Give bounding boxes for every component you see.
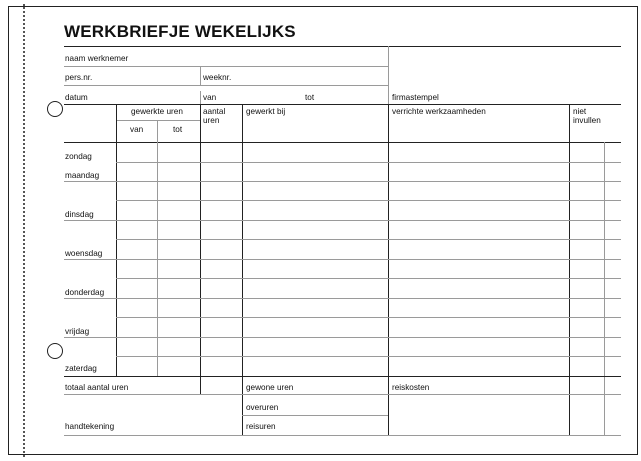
- from-label: van: [203, 93, 217, 102]
- total-hours-label: totaal aantal uren: [65, 383, 129, 392]
- overtime-label: overuren: [246, 403, 279, 412]
- punch-hole-icon: [47, 101, 63, 117]
- row-line: [64, 337, 621, 338]
- totals-rule: [64, 376, 621, 377]
- footer-bottom-line: [64, 435, 621, 436]
- day-label: dinsdag: [65, 210, 94, 219]
- row-line: [116, 239, 621, 240]
- row-line: [64, 181, 621, 182]
- col-line-day: [116, 104, 117, 376]
- day-label: maandag: [65, 171, 100, 180]
- row-line: [64, 220, 621, 221]
- hours-count-header-line2: uren: [203, 116, 220, 125]
- hours-from-header: van: [130, 125, 144, 134]
- footer-line: [242, 415, 388, 416]
- persnr-divider: [200, 66, 201, 85]
- to-label: tot: [305, 93, 315, 102]
- day-label: vrijdag: [65, 327, 90, 336]
- persnr-label: pers.nr.: [65, 73, 93, 82]
- day-label: zondag: [65, 152, 92, 161]
- regular-hours-label: gewone uren: [246, 383, 294, 392]
- date-label: datum: [65, 93, 88, 102]
- footer-line: [64, 394, 621, 395]
- day-label: zaterdag: [65, 364, 97, 373]
- col-line-activities: [569, 104, 570, 435]
- col-line-hours: [200, 104, 201, 394]
- day-label: donderdag: [65, 288, 105, 297]
- signature-label: handtekening: [65, 422, 115, 431]
- punch-hole-icon: [47, 343, 63, 359]
- perforation-line: [23, 4, 25, 457]
- date-divider: [200, 91, 201, 105]
- title-rule: [64, 46, 621, 47]
- activities-header: verrichte werkzaamheden: [392, 107, 486, 116]
- travel-costs-label: reiskosten: [392, 383, 430, 392]
- day-label: woensdag: [65, 249, 103, 258]
- row-line: [64, 298, 621, 299]
- company-stamp-label: firmastempel: [392, 93, 439, 102]
- hours-count-header-line1: aantal: [203, 107, 226, 116]
- col-line-count: [242, 104, 243, 435]
- col-line-not-fill: [604, 142, 605, 435]
- row-line: [64, 259, 621, 260]
- name-line: [64, 66, 388, 67]
- hours-sub-rule: [116, 120, 200, 121]
- not-fill-header-line2: invullen: [573, 116, 601, 125]
- worked-at-header: gewerkt bij: [246, 107, 286, 116]
- persnr-line: [64, 85, 388, 86]
- stamp-divider: [388, 46, 389, 105]
- col-line-worked-at: [388, 104, 389, 435]
- table-top-rule: [64, 104, 621, 105]
- row-line: [116, 278, 621, 279]
- hours-worked-header: gewerkte uren: [131, 107, 183, 116]
- row-line: [116, 317, 621, 318]
- row-line: [116, 162, 621, 163]
- row-line: [116, 356, 621, 357]
- travel-hours-label: reisuren: [246, 422, 276, 431]
- table-header-rule: [64, 142, 621, 143]
- not-fill-header-line1: niet: [573, 107, 587, 116]
- weeknr-label: weeknr.: [203, 73, 232, 82]
- hours-to-header: tot: [173, 125, 183, 134]
- name-label: naam werknemer: [65, 54, 129, 63]
- form-title: WERKBRIEFJE WEKELIJKS: [64, 22, 296, 41]
- row-line: [116, 200, 621, 201]
